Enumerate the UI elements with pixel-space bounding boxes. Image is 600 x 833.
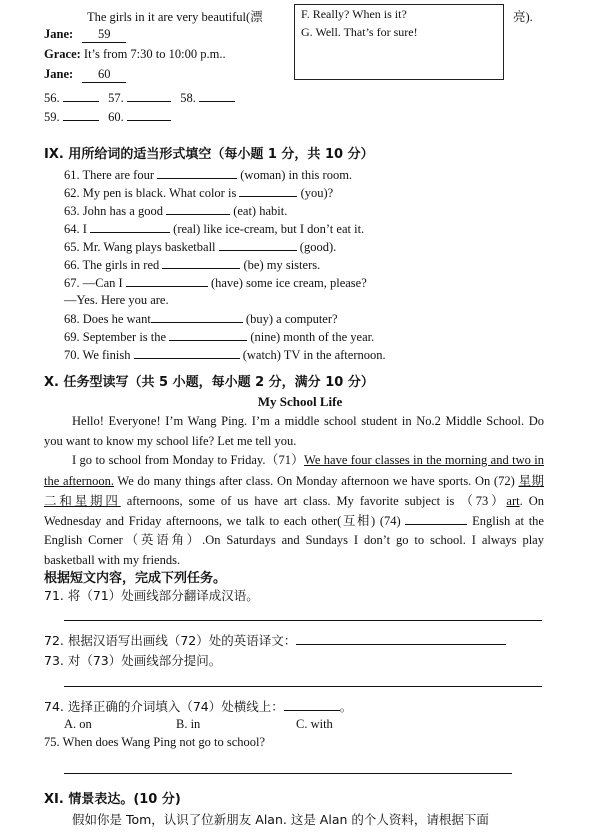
- task-instruction: 根据短文内容，完成下列任务。: [44, 571, 227, 586]
- question-73: 73. 对（73）处画线部分提问。: [44, 653, 222, 668]
- question-63: 63. John has a good (eat) habit.: [64, 204, 288, 218]
- question-71: 71. 将（71）处画线部分翻译成汉语。: [44, 588, 259, 603]
- options-box: [294, 4, 504, 80]
- answer-line-75: [64, 773, 512, 774]
- option-g: G. Well. That’s for sure!: [301, 25, 418, 39]
- question-75: 75. When does Wang Ping not go to school?: [44, 735, 266, 749]
- question-69: 69. September is the (nine) month of the year.: [64, 330, 375, 344]
- answer-60: 60: [82, 67, 126, 83]
- question-67: 67. —Can I (have) some ice cream, please?: [64, 276, 367, 290]
- question-61: 61. There are four (woman) in this room.: [64, 168, 353, 182]
- grace-line: Grace: It’s from 7:30 to 10:00 p.m..: [44, 47, 226, 61]
- question-67-reply: —Yes. Here you are.: [64, 293, 169, 307]
- section-10-title: X. 任务型读写（共 5 小题，每小题 2 分，满分 10 分）: [44, 375, 374, 390]
- option-a: A. on: [64, 717, 92, 731]
- question-68: 68. Does he want (buy) a computer?: [64, 312, 338, 326]
- jane-line-2: Jane: 60: [44, 67, 126, 83]
- answer-59: 59: [82, 27, 126, 43]
- question-70: 70. We finish (watch) TV in the afternoon.: [64, 348, 386, 362]
- passage-paragraph-1: Hello! Everyone! I’m Wang Ping. I’m a middle school student in No.2 Middle School. Do you want to know my school life? Let me tell you.: [44, 414, 544, 448]
- passage-paragraph-2: I go to school from Monday to Friday.（71）We have four classes in the morning and two in the afternoon. We do many things after class. On Monday afternoon we have sports. On (72) 星期二和星期四 afternoons, some of us have art class. My favorite subject is （73）art. On Wednesday and Friday afternoons, we talk to each other(互相) (74) English at the English Corner（英语角）.On Saturdays and Sundays I don’t go to school. I always play basketball with my friends.: [44, 453, 544, 567]
- option-f: F. Really? When is it?: [301, 7, 407, 21]
- answer-row-1: 56. 57. 58.: [44, 90, 235, 106]
- option-b: B. in: [176, 717, 201, 731]
- question-66: 66. The girls in red (be) my sisters.: [64, 258, 321, 272]
- question-62: 62. My pen is black. What color is (you)?: [64, 186, 334, 200]
- section-11-intro: 假如你是 Tom，认识了位新朋友 Alan. 这是 Alan 的个人资料，请根据下面: [72, 812, 489, 827]
- jane-line-1: Jane: 59: [44, 27, 126, 43]
- passage-title: My School Life: [257, 394, 343, 409]
- section-11-title: XI. 情景表达。(10 分): [44, 792, 181, 807]
- option-c: C. with: [296, 717, 333, 731]
- answer-line-71: [64, 620, 542, 621]
- answer-line-73: [64, 686, 542, 687]
- answer-row-2: 59. 60.: [44, 109, 171, 125]
- dialogue-line: The girls in it are very beautiful(漂: [87, 10, 263, 24]
- question-65: 65. Mr. Wang plays basketball (good).: [64, 240, 337, 254]
- question-74: 74. 选择正确的介词填入（74）处横线上： 。: [44, 699, 353, 714]
- section-9-title: IX. 用所给词的适当形式填空（每小题 1 分，共 10 分）: [44, 147, 374, 162]
- question-72: 72. 根据汉语写出画线（72）处的英语译文：: [44, 631, 506, 649]
- question-64: 64. I (real) like ice-cream, but I don’t eat it.: [64, 222, 365, 236]
- dialogue-line-end: 亮).: [513, 10, 533, 24]
